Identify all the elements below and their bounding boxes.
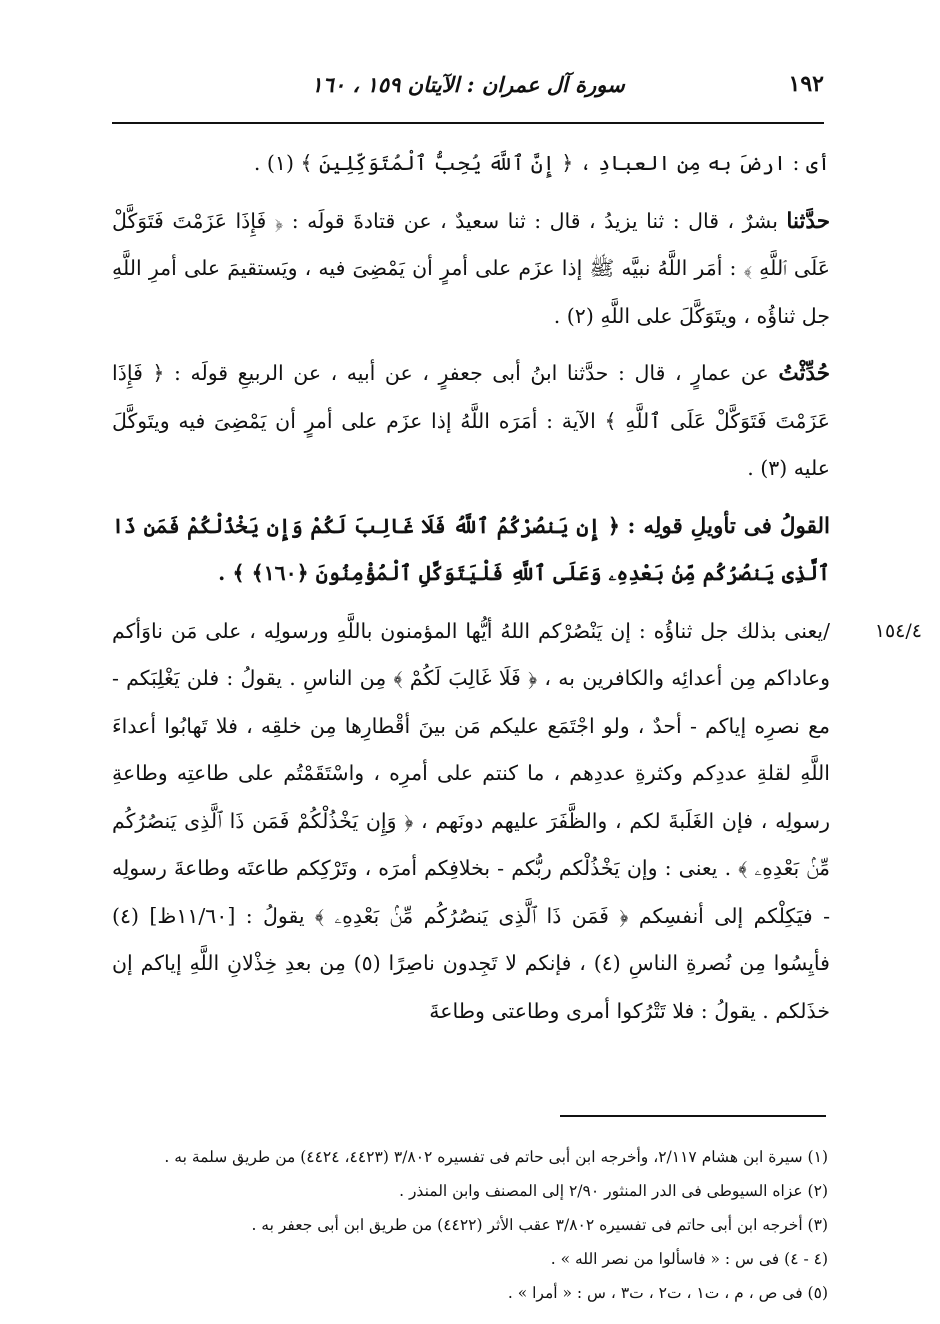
paragraph-text: بشرٌ ، قال : ثنا يزيدُ ، قال : ثنا سعيدٌ ، عن قتادةَ قولَه : ﴿ فَإِذَا عَزَمْتَ فَتَوَكَّلْ عَلَى ٱللَّهِ ﴾ : أمَر اللَّهُ نبيَّه ﷺ إذا عزَم على أمرٍ أن يَمْضِىَ فيه ، ويَستقيمَ على أمرِ اللَّهِ جل ثناؤُه ، ويتَوَكَّلَ على اللَّهِ (٢) . [112,208,830,328]
footnote-rule [560,1115,826,1117]
footnote-5: (٥) فى ص ، م ، ت١ ، ت٢ ، ت٣ ، س : « أمرا » . [507,1284,828,1302]
paragraph-5 [112,608,830,1036]
paragraph-4 [112,503,830,598]
footnote-3: (٣) أخرجه ابن أبى حاتم فى تفسيره ٣/٨٠٢ عقب الأثر (٤٤٢٢) من طريق ابن أبى جعفر به . [251,1216,828,1234]
footnote-2: (٢) عزاه السيوطى فى الدر المنثور ٢/٩٠ إلى المصنف وابن المنذر . [399,1182,828,1200]
paragraph-lead: القولُ فى تأويلِ قولِه : [627,513,830,539]
header-rule [112,122,824,124]
paragraph-2 [112,198,830,341]
paragraph-text: /يعنى بذلك جل ثناؤُه : إن يَنْصُرْكم اللهُ أيُّها المؤمنون باللَّهِ ورسولِه ، على مَن ناوَأكم وعاداكم مِن أعدائِه والكافرين به ، ﴿ فَلَا غَالِبَ لَكُمْ ﴾ مِن الناسِ . يقولُ : فلن يَغْلِبَكم - مع نصرِه إياكم - أحدٌ ، ولو اجْتَمَع عليكم مَن بينَ أقْطارِها مِن خلقِه ، فلا تَهابُوا أعداءَ اللَّهِ لقلةِ عددِكم وكثرةِ عددِهم ، ما كنتم على أمرِه ، واسْتَقَمْتُم على طاعتِه وطاعةِ رسولِه ، فإن الغَلَبةَ لكم ، والظَّفَرَ عليهم دونَهم ، ﴿ وَإِن يَخْذُلْكُمْ فَمَن ذَا ٱلَّذِى يَنصُرُكُم مِّنۢ بَعْدِهِۦ ﴾ . يعنى : وإن يَخْذُلْكم ربُّكم - بخلافِكم أمرَه ، وتَرْكِكم طاعتَه وطاعةَ رسولِه - فيَكِلْكم إلى أنفسِكم ﴿ فَمَن ذَا ٱلَّذِى يَنصُرُكُم مِّنۢ بَعْدِهِۦ ﴾ يقولُ : [١١/٦٠ظ] (٤) فأيِسُوا مِن نُصرةِ الناسِ (٤) ، فإنكم لا تَجِدون ناصِرًا (٥) مِن بعدِ خِذْلانِ اللَّهِ إياكم إن خذَلكم . يقولُ : فلا تَتْرُكوا أمرى وطاعتى وطاعةَ [112,618,830,1023]
page-header [112,64,824,104]
paragraph-lead: حُدِّثْتُ [778,361,830,386]
paragraph-text: أى : ارضَ به مِن العبادِ ، ﴿ إِنَّ ٱللَّهَ يُحِبُّ ٱلْمُتَوَكِّلِينَ ﴾ (١) . [253,151,830,175]
paragraph-lead: حدَّثنا [786,208,830,234]
running-title: سورة آل عمران : الآيتان ١٥٩ ، ١٦٠ [311,71,625,97]
main-text [112,140,830,1110]
paragraph-text: ﴿ إِن يَنصُرْكُمُ ٱللَّهُ فَلَا غَالِبَ لَكُمْ وَإِن يَخْذُلْكُمْ فَمَن ذَا ٱلَّذِى يَنصُرُكُم مِّنۢ بَعْدِهِۦ وَعَلَى ٱللَّهِ فَلْيَتَوَكَّلِ ٱلْمُؤْمِنُونَ ﴿١٦٠﴾ ﴾ . [112,513,830,585]
footnote-4: (٤ - ٤) فى س : « فاسألوا من نصر الله » . [550,1250,828,1268]
footnote-1: (١) سيرة ابن هشام ٢/١١٧، وأخرجه ابن أبى حاتم فى تفسيره ٣/٨٠٢ (٤٤٢٣، ٤٤٢٤) من طريق سلمة به . [164,1148,828,1166]
margin-reference: ١٥٤/٤ [874,620,922,642]
paragraph-text: عن عمارٍ ، قال : حدَّثنا ابنُ أبى جعفرٍ ، عن أبيه ، عن الربيعِ قولَه : ﴿ فَإِذَا عَزَمْتَ فَتَوَكَّلْ عَلَى ٱللَّهِ ﴾ الآية : أمَرَه اللَّهُ إذا عزَم على أمرٍ أن يَمْضِىَ فيه ويتَوكَّلَ عليه (٣) . [112,361,830,480]
paragraph-3 [112,350,830,493]
footnotes [112,1140,828,1310]
page-number: ١٩٢ [788,71,824,97]
paragraph-1 [112,140,830,188]
